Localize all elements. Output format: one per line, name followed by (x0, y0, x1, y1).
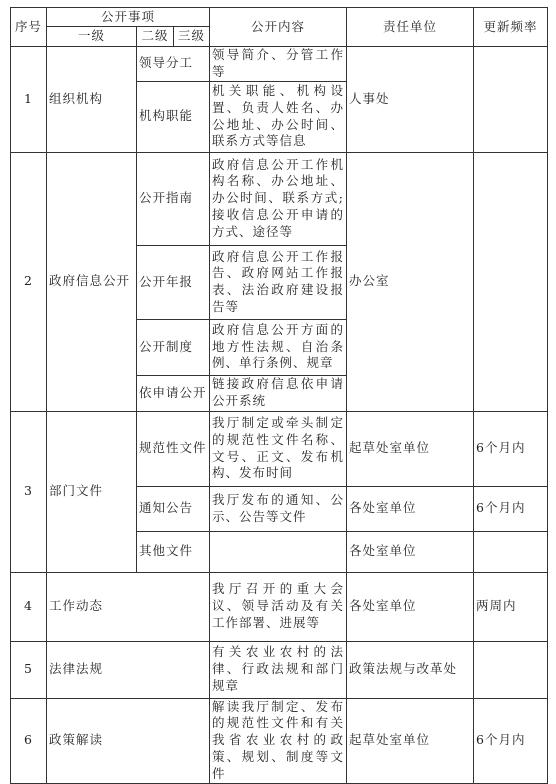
row3-freq-c (474, 531, 548, 572)
row2-level1: 政府信息公开 (47, 152, 137, 411)
row3-level2-c: 其他文件 (137, 531, 210, 572)
row6-unit: 起草处室单位 (347, 698, 474, 783)
row2-content-b: 政府信息公开工作报告、政府网站工作报表、法治政府建设报告等 (210, 245, 347, 319)
row1-level2-b: 机构职能 (137, 81, 210, 152)
row2-seq: 2 (11, 152, 47, 411)
row1-unit: 人事处 (347, 47, 474, 153)
row3-level2-a: 规范性文件 (137, 411, 210, 486)
row6-freq: 6个月内 (474, 698, 548, 783)
row6-seq: 6 (11, 698, 47, 783)
row1-freq (474, 47, 548, 153)
row5-unit: 政策法规与改革处 (347, 641, 474, 698)
row2-level2-b: 公开年报 (137, 245, 210, 319)
row3-level2-b: 通知公告 (137, 486, 210, 531)
header-content: 公开内容 (210, 8, 347, 47)
row5-level1: 法律法规 (47, 641, 210, 698)
row2-content-d: 链接政府信息依申请公开系统 (210, 375, 347, 411)
row1-level2-a: 领导分工 (137, 47, 210, 82)
row2-content-c: 政府信息公开方面的地方性法规、自治条例、单行条例、规章 (210, 319, 347, 375)
row2-unit: 办公室 (347, 152, 474, 411)
row3-content-a: 我厅制定或牵头制定的规范性文件名称、文号、正文、发布机构、发布时间 (210, 411, 347, 486)
row5-seq: 5 (11, 641, 47, 698)
row3-seq: 3 (11, 411, 47, 572)
row3-unit-a: 起草处室单位 (347, 411, 474, 486)
header-level3: 三级 (174, 27, 210, 47)
row2-content-a: 政府信息公开工作机构名称、办公地址、办公时间、联系方式;接收信息公开申请的方式、途径等 (210, 152, 347, 245)
header-unit: 责任单位 (347, 8, 474, 47)
header-items: 公开事项 (47, 8, 210, 27)
row3-content-b: 我厅发布的通知、公示、公告等文件 (210, 486, 347, 531)
row4-seq: 4 (11, 572, 47, 641)
disclosure-table (10, 7, 548, 784)
row2-freq (474, 152, 548, 411)
row3-content-c (210, 531, 347, 572)
row2-level2-c: 公开制度 (137, 319, 210, 375)
row4-content: 我厅召开的重大会议、领导活动及有关工作部署、进展等 (210, 572, 347, 641)
row3-level1: 部门文件 (47, 411, 137, 572)
row1-seq: 1 (11, 47, 47, 153)
row5-freq (474, 641, 548, 698)
row3-unit-c: 各处室单位 (347, 531, 474, 572)
row3-unit-b: 各处室单位 (347, 486, 474, 531)
row6-content: 解读我厅制定、发布的规范性文件和有关我省农业农村的政策、规划、制度等文件 (210, 698, 347, 783)
row1-level1: 组织机构 (47, 47, 137, 153)
header-seq: 序号 (11, 8, 47, 47)
header-level2: 二级 (137, 27, 174, 47)
row5-content: 有关农业农村的法律、行政法规和部门规章 (210, 641, 347, 698)
row4-freq: 两周内 (474, 572, 548, 641)
header-freq: 更新频率 (474, 8, 548, 47)
header-level1: 一级 (47, 27, 137, 47)
row4-level1: 工作动态 (47, 572, 210, 641)
row3-freq-a: 6个月内 (474, 411, 548, 486)
row1-content-a: 领导简介、分管工作等 (210, 47, 347, 82)
row4-unit: 各处室单位 (347, 572, 474, 641)
row2-level2-d: 依申请公开 (137, 375, 210, 411)
row1-content-b: 机关职能、机构设置、负责人姓名、办公地址、办公时间、联系方式等信息 (210, 81, 347, 152)
row2-level2-a: 公开指南 (137, 152, 210, 245)
row3-freq-b: 6个月内 (474, 486, 548, 531)
row6-level1: 政策解读 (47, 698, 210, 783)
